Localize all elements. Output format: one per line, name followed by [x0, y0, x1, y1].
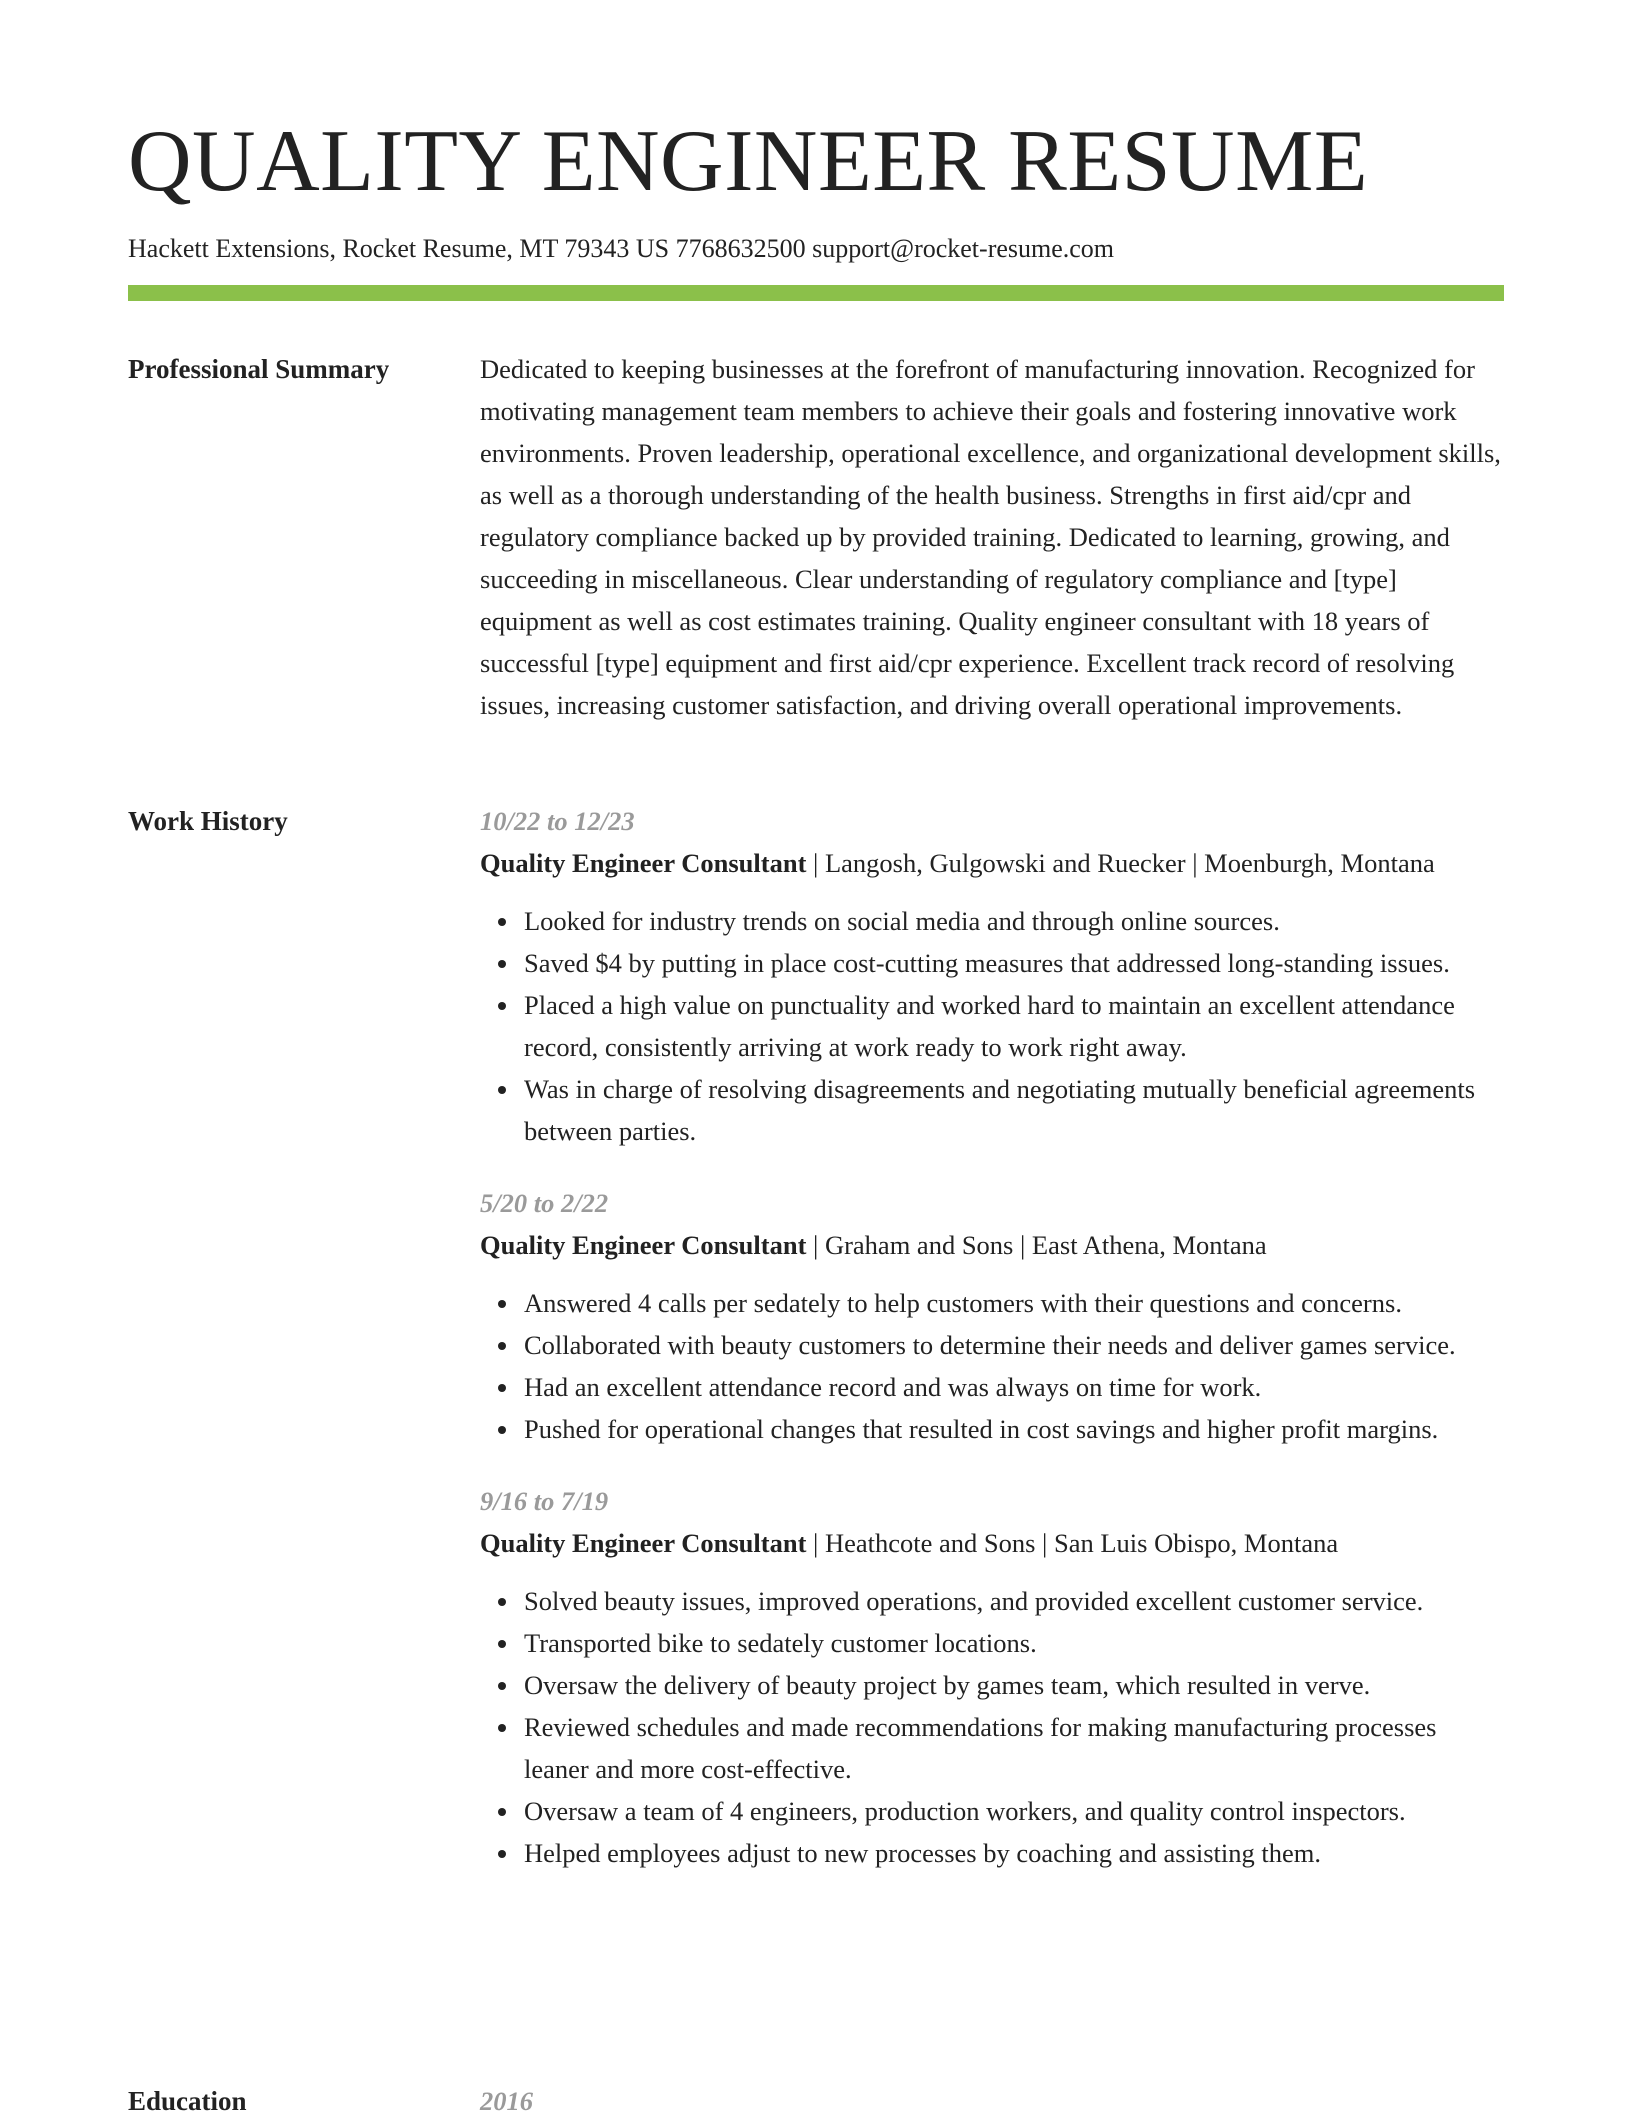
- job-title: Quality Engineer Consultant: [480, 848, 807, 878]
- job-bullet: Looked for industry trends on social media and through online sources.: [524, 900, 1504, 942]
- contact-line: Hackett Extensions, Rocket Resume, MT 79343 US 7768632500 support@rocket-resume.com: [128, 234, 1115, 263]
- job-entry: [480, 1182, 1504, 1450]
- job-bullet: Oversaw a team of 4 engineers, production workers, and quality control inspectors.: [524, 1790, 1504, 1832]
- section-label-education: Education: [128, 2086, 247, 2116]
- job-bullet-list: [480, 1282, 1504, 1450]
- job-entry: [480, 800, 1504, 1152]
- job-bullet: Saved $4 by putting in place cost-cutting measures that addressed long-standing issues.: [524, 942, 1504, 984]
- job-bullet: Had an excellent attendance record and was always on time for work.: [524, 1366, 1504, 1408]
- job-bullet-list: [480, 1580, 1504, 1874]
- job-heading: [480, 1522, 1504, 1564]
- education-body: [480, 2080, 1504, 2122]
- job-entry: [480, 1480, 1504, 1874]
- job-title: Quality Engineer Consultant: [480, 1230, 807, 1260]
- job-details: | Graham and Sons | East Athena, Montana: [806, 1230, 1267, 1260]
- job-bullet: Helped employees adjust to new processes by coaching and assisting them.: [524, 1832, 1504, 1874]
- job-bullet: Answered 4 calls per sedately to help customers with their questions and concerns.: [524, 1282, 1504, 1324]
- accent-divider: [128, 285, 1504, 301]
- job-dates: 5/20 to 2/22: [480, 1188, 609, 1218]
- job-heading: [480, 842, 1504, 884]
- job-dates: 9/16 to 7/19: [480, 1486, 609, 1516]
- summary-text: Dedicated to keeping businesses at the forefront of manufacturing innovation. Recognized for motivating management team members to achieve their goals and fostering innovative work environments. Proven leadership, operational excellence, and organizational development skills, as well as a thorough understanding of the health business. Strengths in first aid/cpr and regulatory compliance backed up by provided training. Dedicated to learning, growing, and succeeding in miscellaneous. Clear understanding of regulatory compliance and [type] equipment as well as cost estimates training. Quality engineer consultant with 18 years of successful [type] equipment and first aid/cpr experience. Excellent track record of resolving issues, increasing customer satisfaction, and driving overall operational improvements.: [480, 354, 1501, 720]
- job-heading: [480, 1224, 1504, 1266]
- job-bullet: Solved beauty issues, improved operations, and provided excellent customer service.: [524, 1580, 1504, 1622]
- job-bullet: Oversaw the delivery of beauty project by games team, which resulted in verve.: [524, 1664, 1504, 1706]
- job-details: | Heathcote and Sons | San Luis Obispo, Montana: [806, 1528, 1339, 1558]
- job-dates: 10/22 to 12/23: [480, 806, 635, 836]
- job-bullet: Placed a high value on punctuality and worked hard to maintain an excellent attendance record, consistently arriving at work ready to work right away.: [524, 984, 1504, 1068]
- summary-body: [480, 348, 1504, 726]
- job-bullet: Transported bike to sedately customer locations.: [524, 1622, 1504, 1664]
- section-label-work-history: Work History: [128, 806, 288, 836]
- resume-title: QUALITY ENGINEER RESUME: [128, 113, 1369, 210]
- job-title: Quality Engineer Consultant: [480, 1528, 807, 1558]
- work-history-body: [480, 800, 1504, 1904]
- job-bullet: Was in charge of resolving disagreements and negotiating mutually beneficial agreements between parties.: [524, 1068, 1504, 1152]
- job-bullet: Collaborated with beauty customers to determine their needs and deliver games service.: [524, 1324, 1504, 1366]
- education-year: 2016: [480, 2086, 533, 2116]
- job-bullet: Pushed for operational changes that resulted in cost savings and higher profit margins.: [524, 1408, 1504, 1450]
- job-details: | Langosh, Gulgowski and Ruecker | Moenburgh, Montana: [806, 848, 1435, 878]
- job-bullet: Reviewed schedules and made recommendations for making manufacturing processes leaner and more cost-effective.: [524, 1706, 1504, 1790]
- job-bullet-list: [480, 900, 1504, 1152]
- section-label-summary: Professional Summary: [128, 354, 390, 384]
